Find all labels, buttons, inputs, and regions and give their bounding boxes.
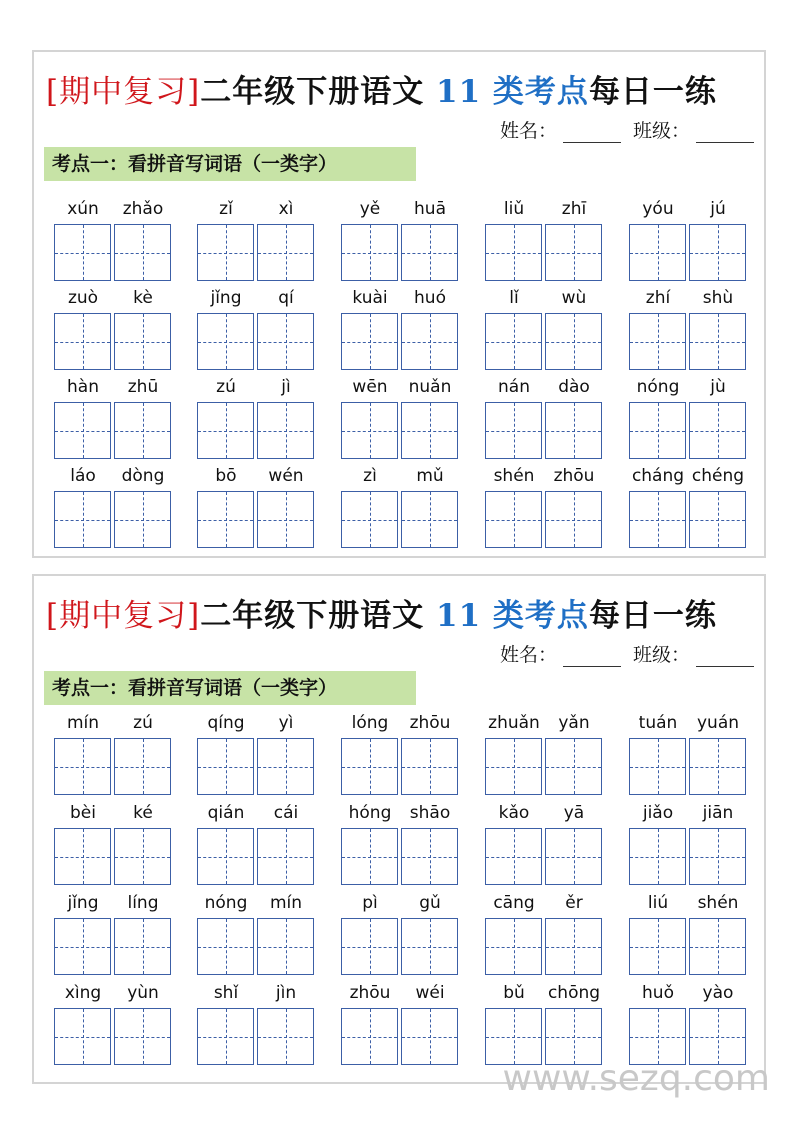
pinyin-label: bō — [215, 466, 237, 486]
pinyin-label: mǔ — [416, 466, 444, 486]
pinyin-label: wéi — [415, 983, 445, 1003]
writing-box[interactable] — [114, 402, 171, 459]
writing-box[interactable] — [629, 402, 686, 459]
pinyin-label: wēn — [352, 377, 388, 397]
writing-box[interactable] — [485, 402, 542, 459]
class-label: 班级： — [632, 644, 690, 666]
writing-box[interactable] — [629, 918, 686, 975]
pinyin-label: yóu — [642, 199, 674, 219]
title-part3: 每日一练 — [588, 74, 717, 110]
writing-box[interactable] — [629, 828, 686, 885]
pinyin-label: liǔ — [503, 199, 525, 219]
title-part1: 二年级下册语文 — [200, 74, 436, 110]
writing-box[interactable] — [545, 1008, 602, 1065]
pinyin-label: yā — [563, 803, 585, 823]
name-class-row — [500, 116, 754, 143]
title-bracket: [期中复习] — [46, 74, 201, 110]
writing-box[interactable] — [341, 1008, 398, 1065]
writing-box[interactable] — [485, 1008, 542, 1065]
writing-box[interactable] — [257, 738, 314, 795]
writing-box[interactable] — [197, 313, 254, 370]
pinyin-label: yě — [359, 199, 381, 219]
writing-box[interactable] — [257, 828, 314, 885]
writing-box[interactable] — [54, 402, 111, 459]
writing-box[interactable] — [485, 918, 542, 975]
pinyin-label: shāo — [409, 803, 451, 823]
pinyin-label: yào — [702, 983, 734, 1003]
pinyin-label: pì — [362, 893, 378, 913]
pinyin-label: jiǎo — [642, 803, 674, 823]
pinyin-label: láo — [70, 466, 96, 486]
writing-box[interactable] — [689, 918, 746, 975]
pinyin-label: mín — [66, 713, 100, 733]
writing-box[interactable] — [54, 918, 111, 975]
class-field[interactable] — [696, 648, 754, 667]
pinyin-label: zhuǎn — [488, 713, 540, 733]
writing-box[interactable] — [401, 402, 458, 459]
writing-box[interactable] — [545, 402, 602, 459]
pinyin-label: wén — [268, 466, 304, 486]
pinyin-label: chéng — [691, 466, 745, 486]
writing-box[interactable] — [54, 491, 111, 548]
writing-box[interactable] — [257, 918, 314, 975]
pinyin-label: jǐng — [210, 288, 242, 308]
watermark: www.sezq.com — [502, 1058, 770, 1099]
name-label: 姓名： — [499, 644, 557, 666]
writing-box[interactable] — [197, 738, 254, 795]
pinyin-label: gǔ — [419, 893, 441, 913]
pinyin-label: xún — [67, 199, 99, 219]
writing-box[interactable] — [257, 402, 314, 459]
writing-box[interactable] — [114, 224, 171, 281]
writing-box[interactable] — [689, 1008, 746, 1065]
class-field[interactable] — [696, 124, 754, 143]
pinyin-label: qíng — [207, 713, 245, 733]
writing-box[interactable] — [485, 738, 542, 795]
writing-box[interactable] — [341, 738, 398, 795]
pinyin-label: xìng — [64, 983, 102, 1003]
pinyin-label: jìn — [275, 983, 297, 1003]
writing-box[interactable] — [197, 491, 254, 548]
pinyin-label: zhū — [127, 377, 159, 397]
writing-box[interactable] — [545, 828, 602, 885]
worksheet-2 — [32, 574, 766, 1084]
title-bracket: [期中复习] — [46, 598, 201, 634]
writing-box[interactable] — [114, 491, 171, 548]
pinyin-label: kǎo — [498, 803, 530, 823]
worksheet-title — [46, 66, 717, 111]
writing-box[interactable] — [485, 224, 542, 281]
writing-box[interactable] — [54, 313, 111, 370]
writing-box[interactable] — [401, 1008, 458, 1065]
name-label: 姓名： — [499, 120, 557, 142]
pinyin-label: nán — [498, 377, 530, 397]
writing-box[interactable] — [257, 313, 314, 370]
writing-box[interactable] — [689, 224, 746, 281]
pinyin-label: shén — [493, 466, 535, 486]
worksheet-1 — [32, 50, 766, 558]
writing-box[interactable] — [114, 738, 171, 795]
writing-box[interactable] — [545, 918, 602, 975]
writing-box[interactable] — [341, 491, 398, 548]
pinyin-label: jì — [281, 377, 291, 397]
writing-box[interactable] — [545, 491, 602, 548]
pinyin-label: bǔ — [503, 983, 525, 1003]
writing-box[interactable] — [485, 491, 542, 548]
pinyin-label: kuài — [352, 288, 388, 308]
title-number: 11 — [436, 598, 482, 634]
pinyin-label: cháng — [631, 466, 685, 486]
pinyin-label: zhōu — [553, 466, 595, 486]
section-banner: 考点一：看拼音写词语（一类字） — [44, 671, 416, 705]
writing-box[interactable] — [197, 402, 254, 459]
pinyin-label: shù — [702, 288, 734, 308]
pinyin-label: yǎn — [558, 713, 590, 733]
pinyin-label: huǒ — [642, 983, 674, 1003]
pinyin-label: tuán — [638, 713, 678, 733]
writing-box[interactable] — [401, 224, 458, 281]
pinyin-label: hóng — [348, 803, 392, 823]
pinyin-label: bèi — [70, 803, 96, 823]
pinyin-label: zuò — [67, 288, 99, 308]
writing-box[interactable] — [629, 224, 686, 281]
writing-box[interactable] — [341, 828, 398, 885]
pinyin-label: zú — [133, 713, 153, 733]
pinyin-label: zhī — [561, 199, 587, 219]
writing-box[interactable] — [54, 738, 111, 795]
writing-box[interactable] — [401, 738, 458, 795]
writing-box[interactable] — [197, 828, 254, 885]
title-part2: 类考点 — [481, 598, 589, 634]
name-field[interactable] — [563, 648, 621, 667]
pinyin-label: jù — [710, 377, 726, 397]
writing-box[interactable] — [401, 828, 458, 885]
pinyin-label: huā — [414, 199, 446, 219]
pinyin-label: zú — [216, 377, 236, 397]
writing-box[interactable] — [114, 1008, 171, 1065]
name-field[interactable] — [563, 124, 621, 143]
writing-box[interactable] — [341, 313, 398, 370]
pinyin-label: yuán — [696, 713, 740, 733]
pinyin-label: lǐ — [509, 288, 519, 308]
pinyin-label: chōng — [547, 983, 601, 1003]
worksheet-title — [46, 590, 717, 635]
pinyin-label: jǐng — [67, 893, 99, 913]
writing-box[interactable] — [629, 1008, 686, 1065]
writing-box[interactable] — [54, 1008, 111, 1065]
writing-box[interactable] — [54, 224, 111, 281]
writing-box[interactable] — [197, 224, 254, 281]
pinyin-label: zhōu — [409, 713, 451, 733]
pinyin-label: liú — [647, 893, 669, 913]
writing-box[interactable] — [629, 491, 686, 548]
pinyin-label: xì — [278, 199, 294, 219]
pinyin-label: qián — [207, 803, 245, 823]
writing-box[interactable] — [545, 313, 602, 370]
writing-box[interactable] — [197, 918, 254, 975]
writing-box[interactable] — [689, 313, 746, 370]
pinyin-label: ěr — [565, 893, 583, 913]
pinyin-label: dào — [558, 377, 590, 397]
pinyin-label: wù — [561, 288, 587, 308]
writing-box[interactable] — [629, 738, 686, 795]
pinyin-label: zhǎo — [122, 199, 164, 219]
class-label: 班级： — [632, 120, 690, 142]
pinyin-label: kè — [133, 288, 153, 308]
pinyin-label: dòng — [121, 466, 165, 486]
pinyin-label: qí — [278, 288, 294, 308]
writing-box[interactable] — [257, 1008, 314, 1065]
pinyin-label: yùn — [127, 983, 159, 1003]
pinyin-label: zǐ — [219, 199, 233, 219]
writing-box[interactable] — [114, 828, 171, 885]
writing-box[interactable] — [114, 313, 171, 370]
writing-box[interactable] — [197, 1008, 254, 1065]
title-part2: 类考点 — [481, 74, 589, 110]
pinyin-label: jiān — [702, 803, 734, 823]
writing-box[interactable] — [257, 491, 314, 548]
pinyin-label: ké — [133, 803, 153, 823]
title-part3: 每日一练 — [588, 598, 717, 634]
pinyin-label: nuǎn — [408, 377, 452, 397]
writing-box[interactable] — [689, 738, 746, 795]
writing-box[interactable] — [401, 918, 458, 975]
writing-box[interactable] — [545, 738, 602, 795]
writing-box[interactable] — [341, 224, 398, 281]
writing-box[interactable] — [689, 491, 746, 548]
pinyin-label: lóng — [351, 713, 389, 733]
writing-box[interactable] — [257, 224, 314, 281]
pinyin-label: jú — [710, 199, 726, 219]
writing-box[interactable] — [629, 313, 686, 370]
title-number: 11 — [436, 74, 482, 110]
writing-box[interactable] — [689, 402, 746, 459]
writing-box[interactable] — [485, 828, 542, 885]
pinyin-label: hàn — [67, 377, 99, 397]
writing-box[interactable] — [341, 918, 398, 975]
pinyin-label: zhōu — [349, 983, 391, 1003]
name-class-row — [500, 640, 754, 667]
title-part1: 二年级下册语文 — [200, 598, 436, 634]
writing-box[interactable] — [341, 402, 398, 459]
writing-box[interactable] — [689, 828, 746, 885]
section-banner: 考点一：看拼音写词语（一类字） — [44, 147, 416, 181]
writing-box[interactable] — [485, 313, 542, 370]
pinyin-label: zì — [363, 466, 377, 486]
pinyin-label: cái — [273, 803, 299, 823]
pinyin-label: shǐ — [213, 983, 239, 1003]
pinyin-label: líng — [127, 893, 159, 913]
writing-box[interactable] — [401, 313, 458, 370]
pinyin-label: nóng — [636, 377, 680, 397]
pinyin-label: mín — [269, 893, 303, 913]
pinyin-label: huó — [414, 288, 446, 308]
writing-box[interactable] — [54, 828, 111, 885]
pinyin-label: yì — [278, 713, 294, 733]
writing-box[interactable] — [545, 224, 602, 281]
pinyin-label: zhí — [645, 288, 671, 308]
pinyin-label: shén — [697, 893, 739, 913]
writing-box[interactable] — [114, 918, 171, 975]
pinyin-label: cāng — [493, 893, 535, 913]
pinyin-label: nóng — [204, 893, 248, 913]
writing-box[interactable] — [401, 491, 458, 548]
